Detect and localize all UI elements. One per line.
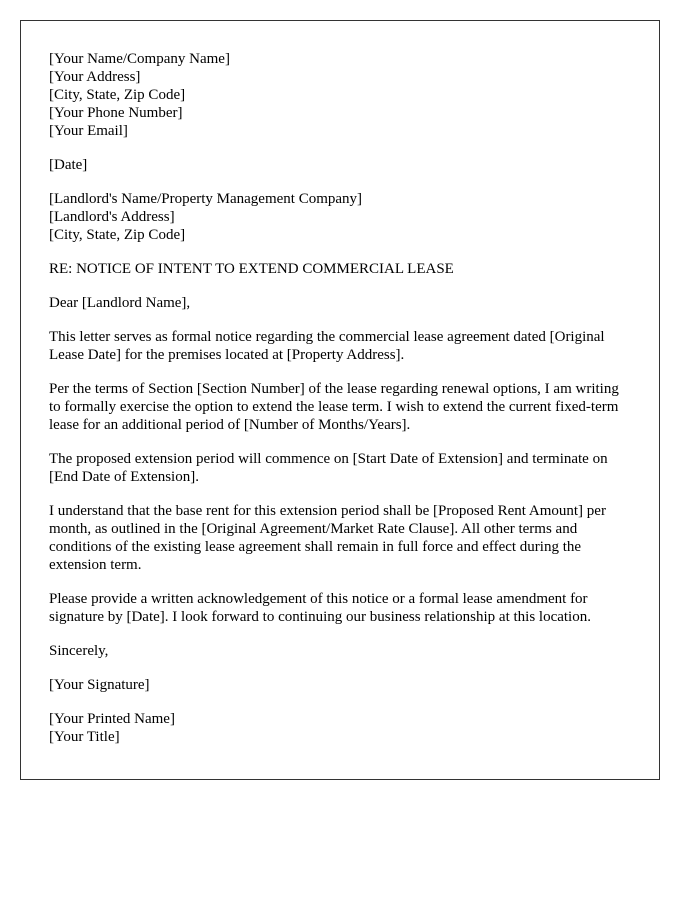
sender-phone: [Your Phone Number] [49, 105, 183, 121]
signature-placeholder: [Your Signature] [49, 677, 150, 693]
letter-date: [Date] [49, 157, 88, 173]
sender-city-state-zip: [City, State, Zip Code] [49, 87, 186, 103]
body-paragraph-4: I understand that the base rent for this extension period shall be [Proposed Rent Amount] per month, as outlined in the [Original Agreement/Market Rate Clause]. All other terms and conditions of the existing lease agreement shall remain in full force and effect during the extension term. [49, 503, 606, 573]
recipient-name: [Landlord's Name/Property Management Company] [49, 191, 363, 207]
body-paragraph-5: Please provide a written acknowledgement of this notice or a formal lease amendment for signature by [Date]. I look forward to continuing our business relationship at this location. [49, 591, 591, 625]
recipient-city-state-zip: [City, State, Zip Code] [49, 227, 186, 243]
recipient-block [49, 190, 631, 244]
signer-title: [Your Title] [49, 729, 120, 745]
subject-line: RE: NOTICE OF INTENT TO EXTEND COMMERCIAL LEASE [49, 261, 454, 277]
sender-block [49, 50, 631, 140]
signer-block [49, 710, 631, 746]
closing: Sincerely, [49, 643, 109, 659]
body-paragraph-2: Per the terms of Section [Section Number] of the lease regarding renewal options, I am writing to formally exercise the option to extend the lease term. I wish to extend the current fixed-term lease for an additional period of [Number of Months/Years]. [49, 381, 619, 433]
letter-page [20, 20, 660, 780]
body-paragraph-1: This letter serves as formal notice regarding the commercial lease agreement dated [Original Lease Date] for the premises located at [Property Address]. [49, 329, 605, 363]
body-paragraph-3: The proposed extension period will commence on [Start Date of Extension] and terminate on [End Date of Extension]. [49, 451, 608, 485]
salutation: Dear [Landlord Name], [49, 295, 191, 311]
sender-name: [Your Name/Company Name] [49, 51, 230, 67]
printed-name: [Your Printed Name] [49, 711, 175, 727]
sender-address: [Your Address] [49, 69, 141, 85]
recipient-address: [Landlord's Address] [49, 209, 175, 225]
sender-email: [Your Email] [49, 123, 128, 139]
date-block [49, 156, 631, 174]
